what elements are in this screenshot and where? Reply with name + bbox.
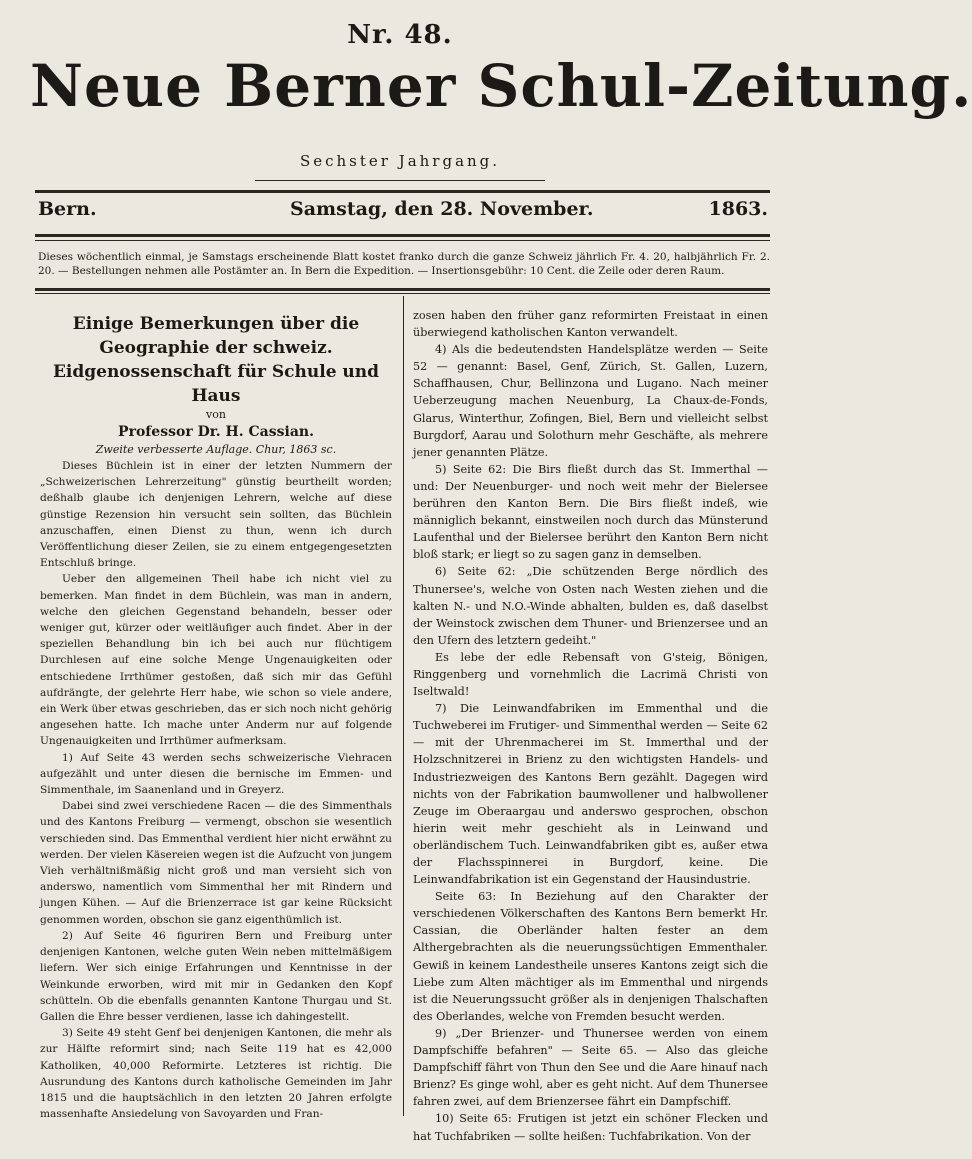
paragraph: 2) Auf Seite 46 figuriren Bern und Freiburg unter denjenigen Kantonen, welche guten Wein neben mittelmäßigem liefern. Wer sich einige Erfahrungen und Kenntnisse in der Weinkunde erworben, wird mit mir in Gedanken den Kopf schütteln. Ob die ebenfalls genannten Kantone Thurgau und St. Gallen die Ehre besser verdienen, lasse ich dahingestellt.	[40, 929, 392, 1023]
place: Bern.	[38, 198, 97, 220]
paragraph: Es lebe der edle Rebensaft von G'steig, Bönigen, Ringgenberg und vornehmlich die Lacrimä Christi von Iseltwald!	[413, 650, 768, 699]
header-rule-top	[35, 190, 770, 193]
issue-date: Samstag, den 28. November.	[290, 198, 594, 220]
dateline	[38, 198, 768, 222]
paragraph: 7) Die Leinwandfabriken im Emmenthal und die Tuchweberei im Frutiger- und Simmenthal werden — Seite 62 — mit der Uhrenmacherei im St. Immerthal und der Holzschnitzerei in Brienz zu den wichtigsten Handels- und Industriezweigen des Kantons Bern gezählt. Dagegen wird nichts von der Fabrikation baumwollener und halbwollener Zeuge im Oberaargau und anderswo gesprochen, obschon hierin weit mehr geschieht als in Leinwand und oberländischem Tuch. Leinwandfabriken gibt es, außer etwa der Flachsspinnerei in Burgdorf, keine. Die Leinwandfabrikation ist ein Gegenstand der Hausindustrie.	[413, 702, 768, 887]
masthead-divider	[255, 180, 545, 181]
issue-year: 1863.	[708, 198, 768, 220]
notice-rule-thin	[35, 293, 770, 294]
article-title: Einige Bemerkungen über die Geographie der schweiz. Eidgenossenschaft für Schule und Haus	[52, 314, 380, 406]
paragraph: Dabei sind zwei verschiedene Racen — die des Simmenthals und des Kantons Freiburg — vermengt, obschon sie wesentlich verschieden sind. Das Emmenthal verdient hier nicht erwähnt zu werden. Der vielen Käsereien wegen ist die Aufzucht von jungem Vieh verhältnißmäßig nicht groß und man versieht sich von anderswo, namentlich vom Simmenthal her mit Rindern und jungen Kühen. — Auf die Brienzerrace ist gar keine Rücksicht genommen worden, obschon sie ganz eigenthümlich ist.	[40, 800, 392, 926]
paragraph: zosen haben den früher ganz reformirten Freistaat in einen überwiegend katholischen Kanton verwandelt.	[413, 309, 768, 340]
volume-line: Sechster Jahrgang.	[299, 152, 501, 170]
paragraph: 10) Seite 65: Frutigen ist jetzt ein schöner Flecken und hat Tuchfabriken — sollte heißen: Tuchfabrikation. Von der	[413, 1112, 768, 1143]
header-rule-bottom	[35, 234, 770, 237]
paragraph: Ueber den allgemeinen Theil habe ich nicht viel zu bemerken. Man findet in dem Büchlein, was man in andern, welche den gleichen Gegenstand behandeln, besser oder weniger gut, kürzer oder weitläufiger auch findet. Aber in der speziellen Behandlung bin ich bei auch nur flüchtigem Durchlesen auf eine solche Menge Ungenauigkeiten oder entschiedene Irrthümer gestoßen, daß sich mir das Gefühl aufdrängte, der gelehrte Herr habe, wie schon so viele andere, ein Werk über etwas geschrieben, das er sich noch nicht gehörig angesehen hatte. Ich mache unter Anderm nur auf folgende Ungenauigkeiten und Irrthümer aufmerksam.	[40, 573, 392, 748]
header-rule-thin	[35, 240, 770, 241]
paragraph: 1) Auf Seite 43 werden sechs schweizerische Viehracen aufgezählt und unter diesen die bernische im Emmen- und Simmenthale, im Saanenland und in Greyerz.	[40, 751, 392, 797]
paragraph: Dieses Büchlein ist in einer der letzten Nummern der „Schweizerischen Lehrerzeitung" günstig beurtheilt worden; deßhalb glaube ich denjenigen Lehrern, welche auf diese günstige Rezension hin versucht sein sollten, das Büchlein anzuschaffen, einen Dienst zu thun, wenn ich durch Veröffentlichung dieser Zeilen, sie zu einem entgegengesetzten Entschluß bringe.	[40, 460, 392, 570]
paragraph: 6) Seite 62: „Die schützenden Berge nördlich des Thunersee's, welche von Osten nach Westen ziehen und die kalten N.- und N.O.-Winde abhalten, bulden es, daß daselbst der Weinstock zwischen dem Thuner- und Brienzersee und an den Ufern des letztern gedeiht."	[413, 565, 768, 647]
notice-rule	[35, 288, 770, 291]
issue-number: Nr. 48.	[347, 20, 453, 50]
paragraph: 5) Seite 62: Die Birs fließt durch das St. Immerthal — und: Der Neuenburger- und noch weit mehr der Bielersee berühren den Kanton Bern. Die Birs fließt indeß, wie männiglich bekannt, einstweilen noch durch das Münsterund Laufenthal und der Bielersee berührt den Kanton Bern nicht bloß stark; er liegt so zu sagen ganz in demselben.	[413, 462, 768, 562]
paragraph: 9) „Der Brienzer- und Thunersee werden von einem Dampfschiffe befahren" — Seite 65. — Also das gleiche Dampfschiff fährt von Thun den See und die Aare hinauf nach Brienz? Es ginge wohl, aber es geht nicht. Auf dem Thunersee fahren zwei, auf dem Brienzersee fährt ein Dampfschiff.	[413, 1026, 768, 1109]
article-edition: Zweite verbesserte Auflage. Chur, 1863 sc.	[95, 443, 337, 456]
subscription-notice: Dieses wöchentlich einmal, je Samstags erscheinende Blatt kostet franko durch die ganze Schweiz jährlich Fr. 4. 20, halbjährlich Fr. 2. 20. — Bestellungen nehmen alle Postämter an. In Bern die Expedition. — Insertionsgebühr: 10 Cent. die Zeile oder deren Raum.	[38, 251, 770, 277]
column-divider	[403, 296, 404, 1116]
left-column	[40, 312, 392, 1122]
masthead: Neue Berner Schul-Zeitung.	[30, 52, 972, 120]
paragraph: 4) Als die bedeutendsten Handelsplätze werden — Seite 52 — genannt: Basel, Genf, Zürich, St. Gallen, Luzern, Schaffhausen, Chur, Bellinzona und Lugano. Nach meiner Ueberzeugung machen Neuenburg, La Chaux-de-Fonds, Glarus, Winterthur, Zofingen, Biel, Bern und vielleicht selbst Burgdorf, Aarau und Solothurn mehr Geschäfte, als mehrere jener genannten Plätze.	[413, 343, 768, 459]
article-von: von	[206, 408, 226, 421]
article-author: Professor Dr. H. Cassian.	[118, 424, 314, 440]
paragraph: 3) Seite 49 steht Genf bei denjenigen Kantonen, die mehr als zur Hälfte reformirt sind; nach Seite 119 hat es 42,000 Katholiken, 40,000 Reformirte. Letzteres ist richtig. Die Ausrundung des Kantons durch katholische Gemeinden im Jahr 1815 und die hauptsächlich in den letzten 20 Jahren erfolgte massenhafte Ansiedelung von Savoyarden und Fran-	[40, 1027, 392, 1121]
paragraph: Seite 63: In Beziehung auf den Charakter der verschiedenen Völkerschaften des Kantons Bern bemerkt Hr. Cassian, die Oberländer halten fester an dem Althergebrachten als die neuerungssüchtigen Emmenthaler. Gewiß in keinem Landestheile unseres Kantons zeigt sich die Liebe zum Alten mächtiger als im Emmenthal und nirgends ist die Neuerungssucht größer als in denjenigen Thalschaften des Oberlandes, welche von Fremden besucht werden.	[413, 890, 768, 1023]
right-column	[413, 307, 768, 1145]
